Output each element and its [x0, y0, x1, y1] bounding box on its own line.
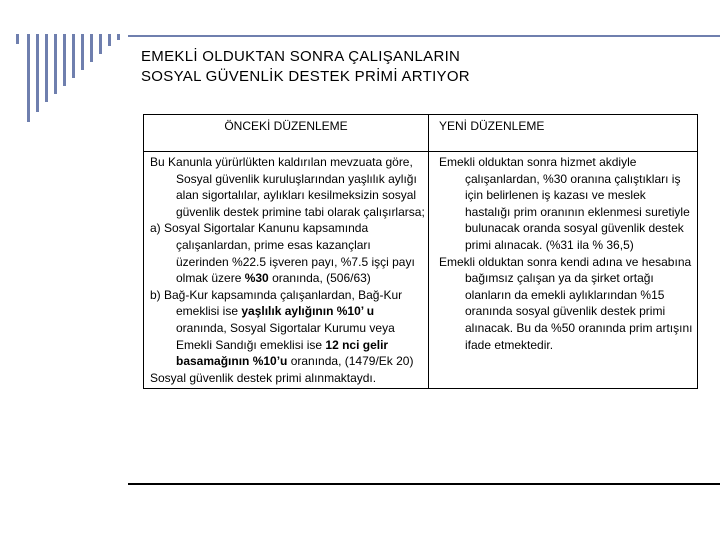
item-b-text: b) Bağ-Kur kapsamında çalışanlardan, Bağ-Kur emeklisi ise	[150, 287, 403, 319]
table-header-row	[144, 115, 698, 152]
item-b-rate-2: 12 nci gelir basamağının %10’u	[176, 337, 389, 369]
deco-bar	[108, 34, 111, 46]
deco-bar	[117, 34, 120, 40]
item-b-text-mid: oranında, Sosyal Sigortalar Kurumu veya Emekli Sandığı emeklisi ise	[176, 320, 395, 352]
header-previous: ÖNCEKİ DÜZENLEME	[144, 115, 429, 152]
title-line-2: SOSYAL GÜVENLİK DESTEK PRİMİ ARTIYOR	[141, 68, 470, 85]
table-body-row	[144, 152, 698, 389]
deco-bar	[45, 34, 48, 102]
header-new: YENİ DÜZENLEME	[429, 115, 698, 152]
top-rule	[128, 35, 720, 37]
slide-title	[141, 47, 470, 87]
item-b-text-end: oranında, (1479/Ek 20)	[287, 354, 414, 369]
deco-bar	[27, 34, 30, 122]
new-para-1: Emekli olduktan sonra hizmet akdiyle çalışanlardan, %30 oranına çalıştıkları iş için belirlenen iş kazası ve meslek hastalığı prim oranının eklenmesi suretiyle bulunacak oranda sosyal güvenlik destek primi alınacak. (%31 ila % 36,5)	[439, 155, 690, 252]
previous-regulation-cell	[144, 152, 429, 389]
title-line-1: EMEKLİ OLDUKTAN SONRA ÇALIŞANLARIN	[141, 48, 461, 65]
item-a-rate: %30	[244, 271, 269, 286]
bottom-rule	[128, 483, 720, 485]
deco-bar	[63, 34, 66, 86]
previous-intro: Bu Kanunla yürürlükten kaldırılan mevzuata göre, Sosyal güvenlik kuruluşlarından yaşlılık aylığı alan sigortalılar, aylıkları kesilmeksizin sosyal güvenlik destek primine tabi olarak çalışırlarsa;	[150, 155, 425, 219]
previous-conclusion: Sosyal güvenlik destek primi alınmaktaydı.	[150, 370, 377, 385]
new-regulation-cell	[429, 152, 698, 389]
deco-bar	[90, 34, 93, 62]
item-a-text-end: oranında, (506/63)	[268, 271, 371, 286]
previous-item-a	[150, 220, 426, 286]
deco-bar	[72, 34, 75, 78]
comparison-table	[143, 114, 698, 389]
item-b-rate-1: yaşlılık aylığının %10’ u	[241, 304, 375, 319]
decorative-bars	[16, 34, 126, 122]
previous-item-b	[150, 287, 426, 370]
deco-bar	[54, 34, 57, 94]
deco-bar	[81, 34, 84, 70]
deco-bar	[99, 34, 102, 54]
deco-bar	[36, 34, 39, 112]
item-a-text: a) Sosyal Sigortalar Kanunu kapsamında çalışanlardan, prime esas kazançları üzerinden %22.5 işveren payı, %7.5 işçi payı olmak üzere	[150, 221, 415, 286]
new-para-2: Emekli olduktan sonra kendi adına ve hesabına bağımsız çalışan ya da şirket ortağı olanların da emekli aylıklarından %15 oranında sosyal güvenlik destek primi alınacak. Bu da %50 oranında prim artışını ifade etmektedir.	[439, 254, 693, 352]
deco-bar	[16, 34, 19, 44]
